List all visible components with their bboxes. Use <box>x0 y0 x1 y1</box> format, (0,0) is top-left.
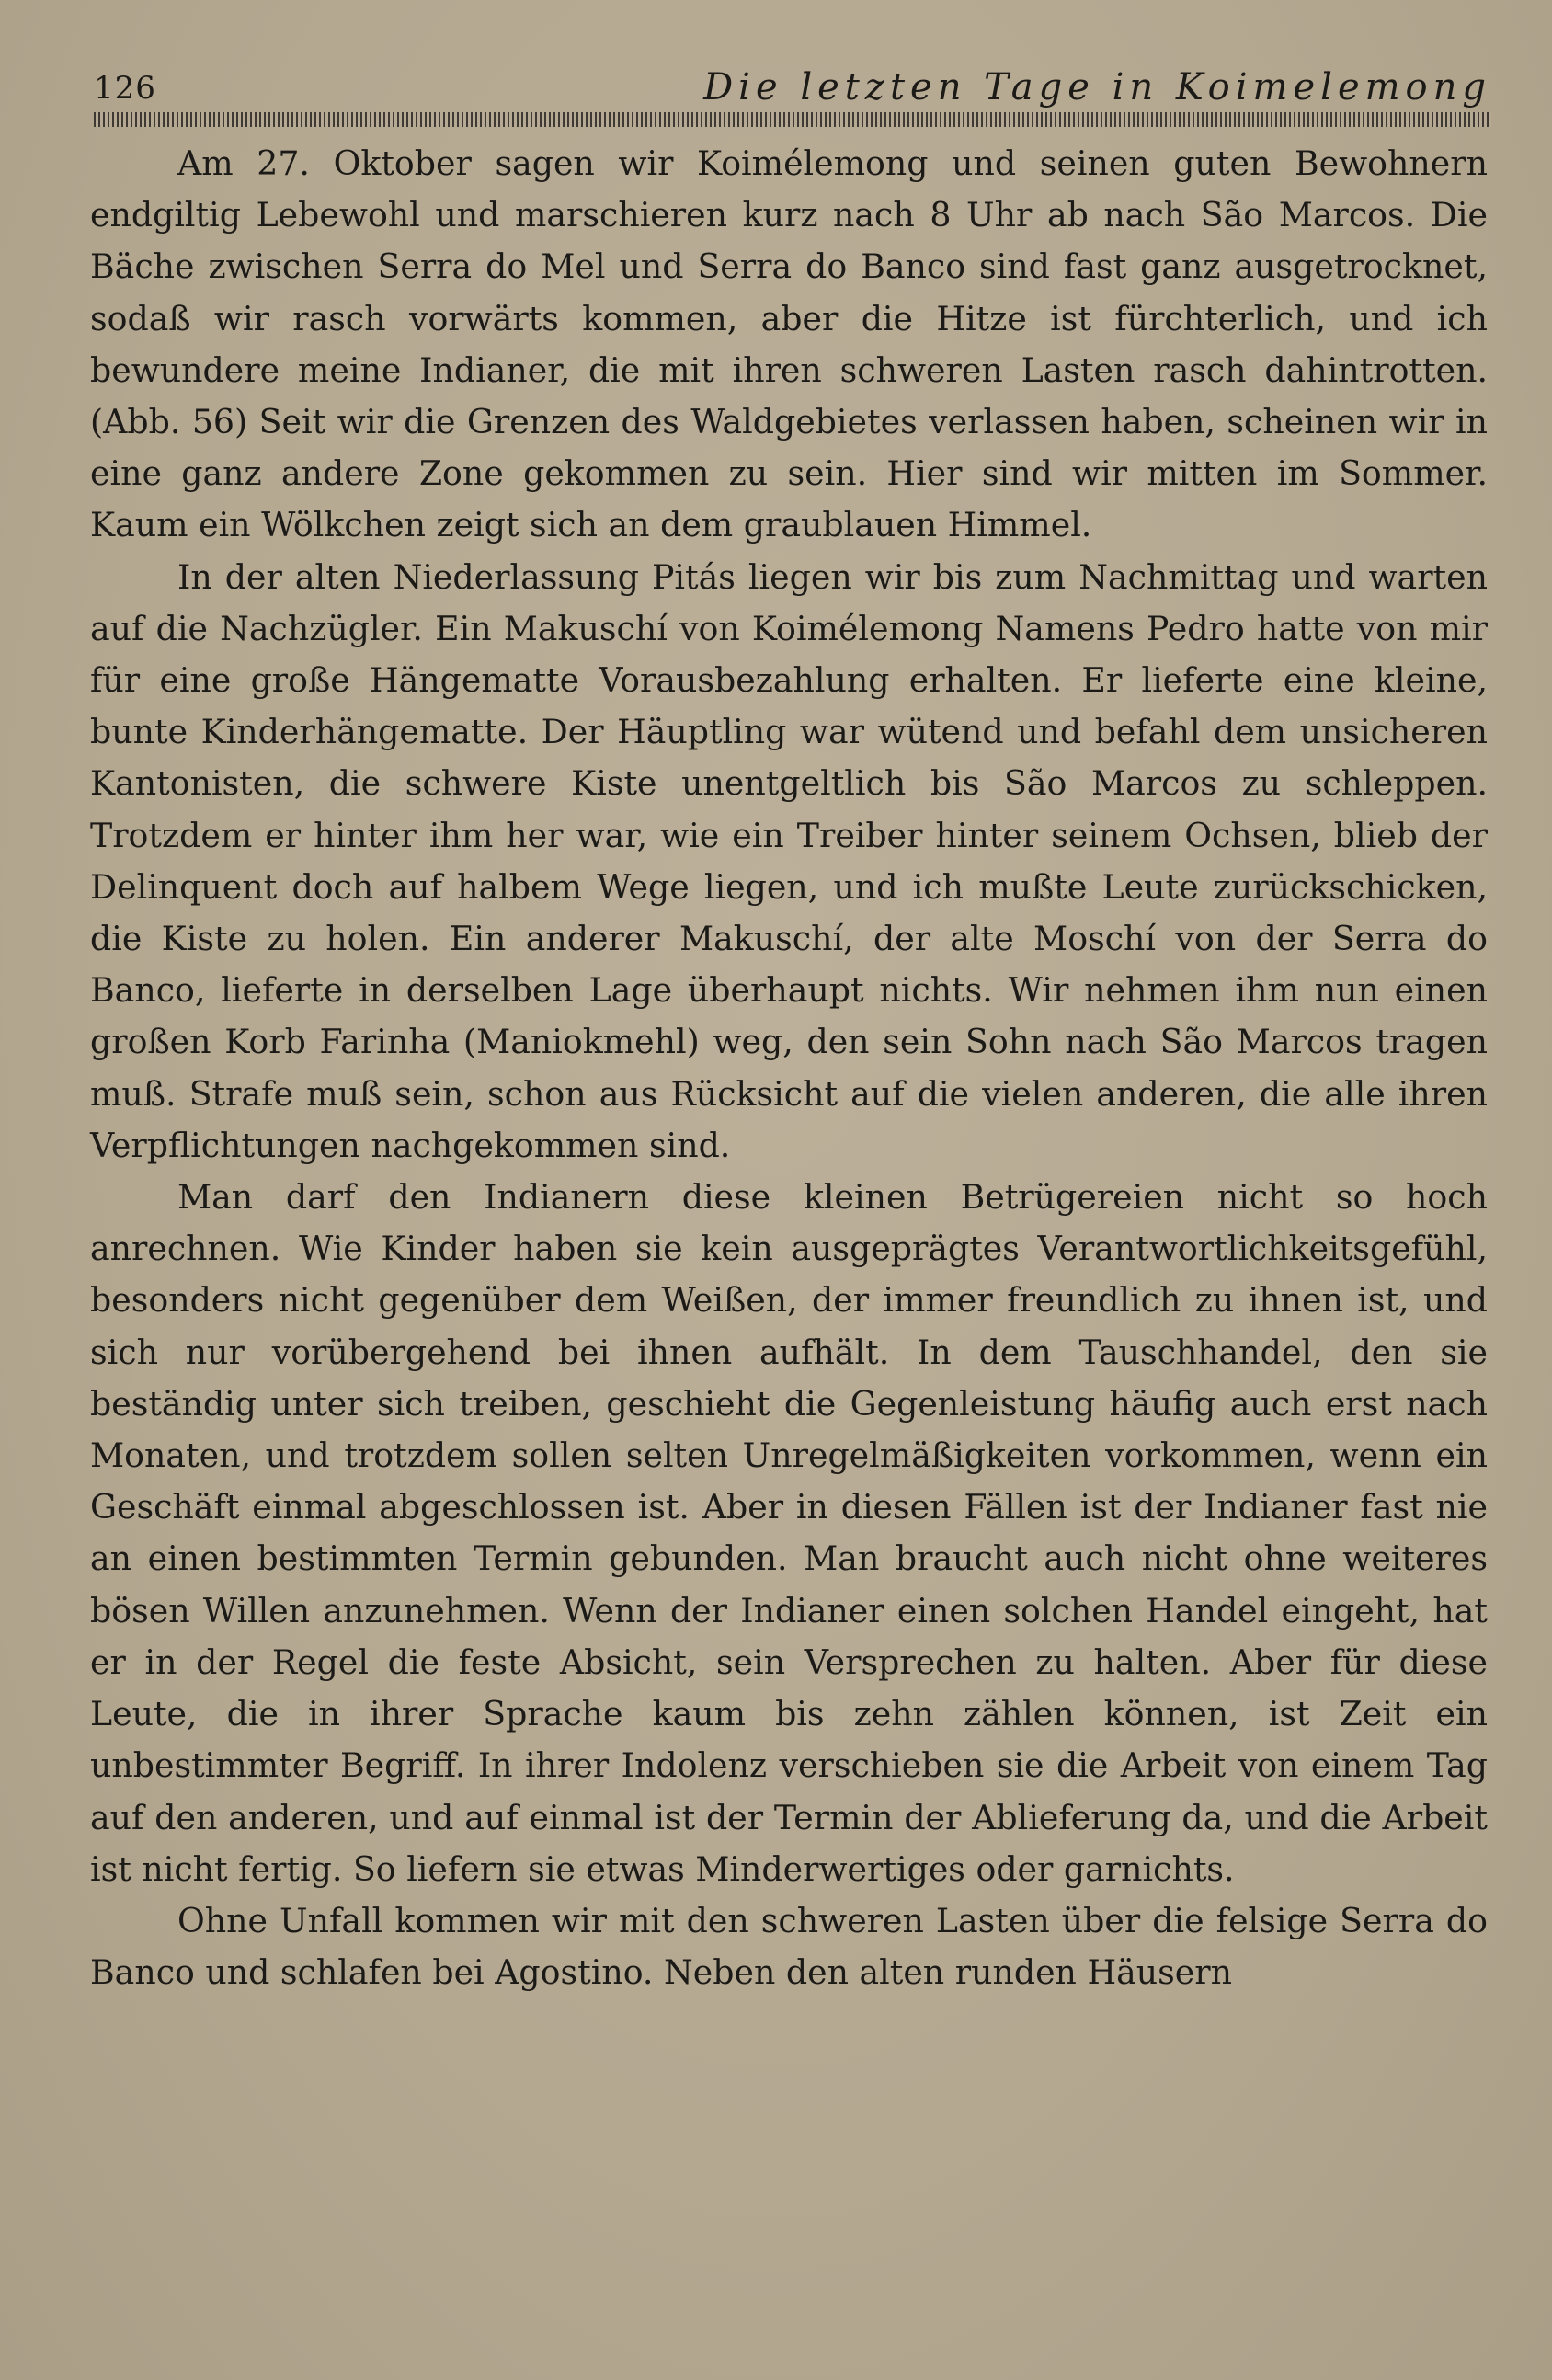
running-title: Die letzten Tage in Koimelemong <box>703 66 1491 109</box>
body-text <box>90 138 1488 1998</box>
page-number: 126 <box>94 70 156 107</box>
page-header <box>94 66 1491 114</box>
paragraph: Man darf den Indianern diese kleinen Betrügereien nicht so hoch anrechnen. Wie Kinder haben sie kein ausgeprägtes Verantwortlichkeitsgefühl, besonders nicht gegenüber dem Weißen, der immer freundlich zu ihnen ist, und sich nur vorübergehend bei ihnen aufhält. In dem Tauschhandel, den sie beständig unter sich treiben, geschieht die Gegenleistung häufig auch erst nach Monaten, und trotzdem sollen selten Unregelmäßigkeiten vorkommen, wenn ein Geschäft einmal abgeschlossen ist. Aber in diesen Fällen ist der Indianer fast nie an einen bestimmten Termin gebunden. Man braucht auch nicht ohne weiteres bösen Willen anzunehmen. Wenn der Indianer einen solchen Handel eingeht, hat er in der Regel die feste Absicht, sein Versprechen zu halten. Aber für diese Leute, die in ihrer Sprache kaum bis zehn zählen können, ist Zeit ein unbestimmter Begriff. In ihrer Indolenz verschieben sie die Arbeit von einem Tag auf den anderen, und auf einmal ist der Termin der Ablieferung da, und die Arbeit ist nicht fertig. So liefern sie etwas Minderwertiges oder garnichts. <box>90 1177 1488 1889</box>
paragraph: In der alten Niederlassung Pitás liegen wir bis zum Nachmittag und warten auf die Nachzügler. Ein Makuschí von Koimélemong Namens Pedro hatte von mir für eine große Hängematte Vorausbezahlung erhalten. Er lieferte eine kleine, bunte Kinderhängematte. Der Häuptling war wütend und befahl dem unsicheren Kantonisten, die schwere Kiste unentgeltlich bis São Marcos zu schleppen. Trotzdem er hinter ihm her war, wie ein Treiber hinter seinem Ochsen, blieb der Delinquent doch auf halbem Wege liegen, und ich mußte Leute zurückschicken, die Kiste zu holen. Ein anderer Makuschí, der alte Moschí von der Serra do Banco, lieferte in derselben Lage überhaupt nichts. Wir nehmen ihm nun einen großen Korb Farinha (Maniokmehl) weg, den sein Sohn nach São Marcos tragen muß. Strafe muß sein, schon aus Rücksicht auf die vielen anderen, die alle ihren Verpflichtungen nachgekommen sind. <box>90 556 1488 1165</box>
paragraph: Ohne Unfall kommen wir mit den schweren Lasten über die felsige Serra do Banco und schlafen bei Agostino. Neben den alten runden Häusern <box>90 1900 1488 1993</box>
paragraph: Am 27. Oktober sagen wir Koimélemong und seinen guten Bewohnern endgiltig Lebewohl und marschieren kurz nach 8 Uhr ab nach São Marcos. Die Bäche zwischen Serra do Mel und Serra do Banco sind fast ganz ausgetrocknet, sodaß wir rasch vorwärts kommen, aber die Hitze ist fürchterlich, und ich bewundere meine Indianer, die mit ihren schweren Lasten rasch dahintrotten. (Abb. 56) Seit wir die Grenzen des Waldgebietes verlassen haben, scheinen wir in eine ganz andere Zone gekommen zu sein. Hier sind wir mitten im Sommer. Kaum ein Wölkchen zeigt sich an dem graublauen Himmel. <box>90 143 1488 545</box>
header-rule <box>94 112 1491 127</box>
